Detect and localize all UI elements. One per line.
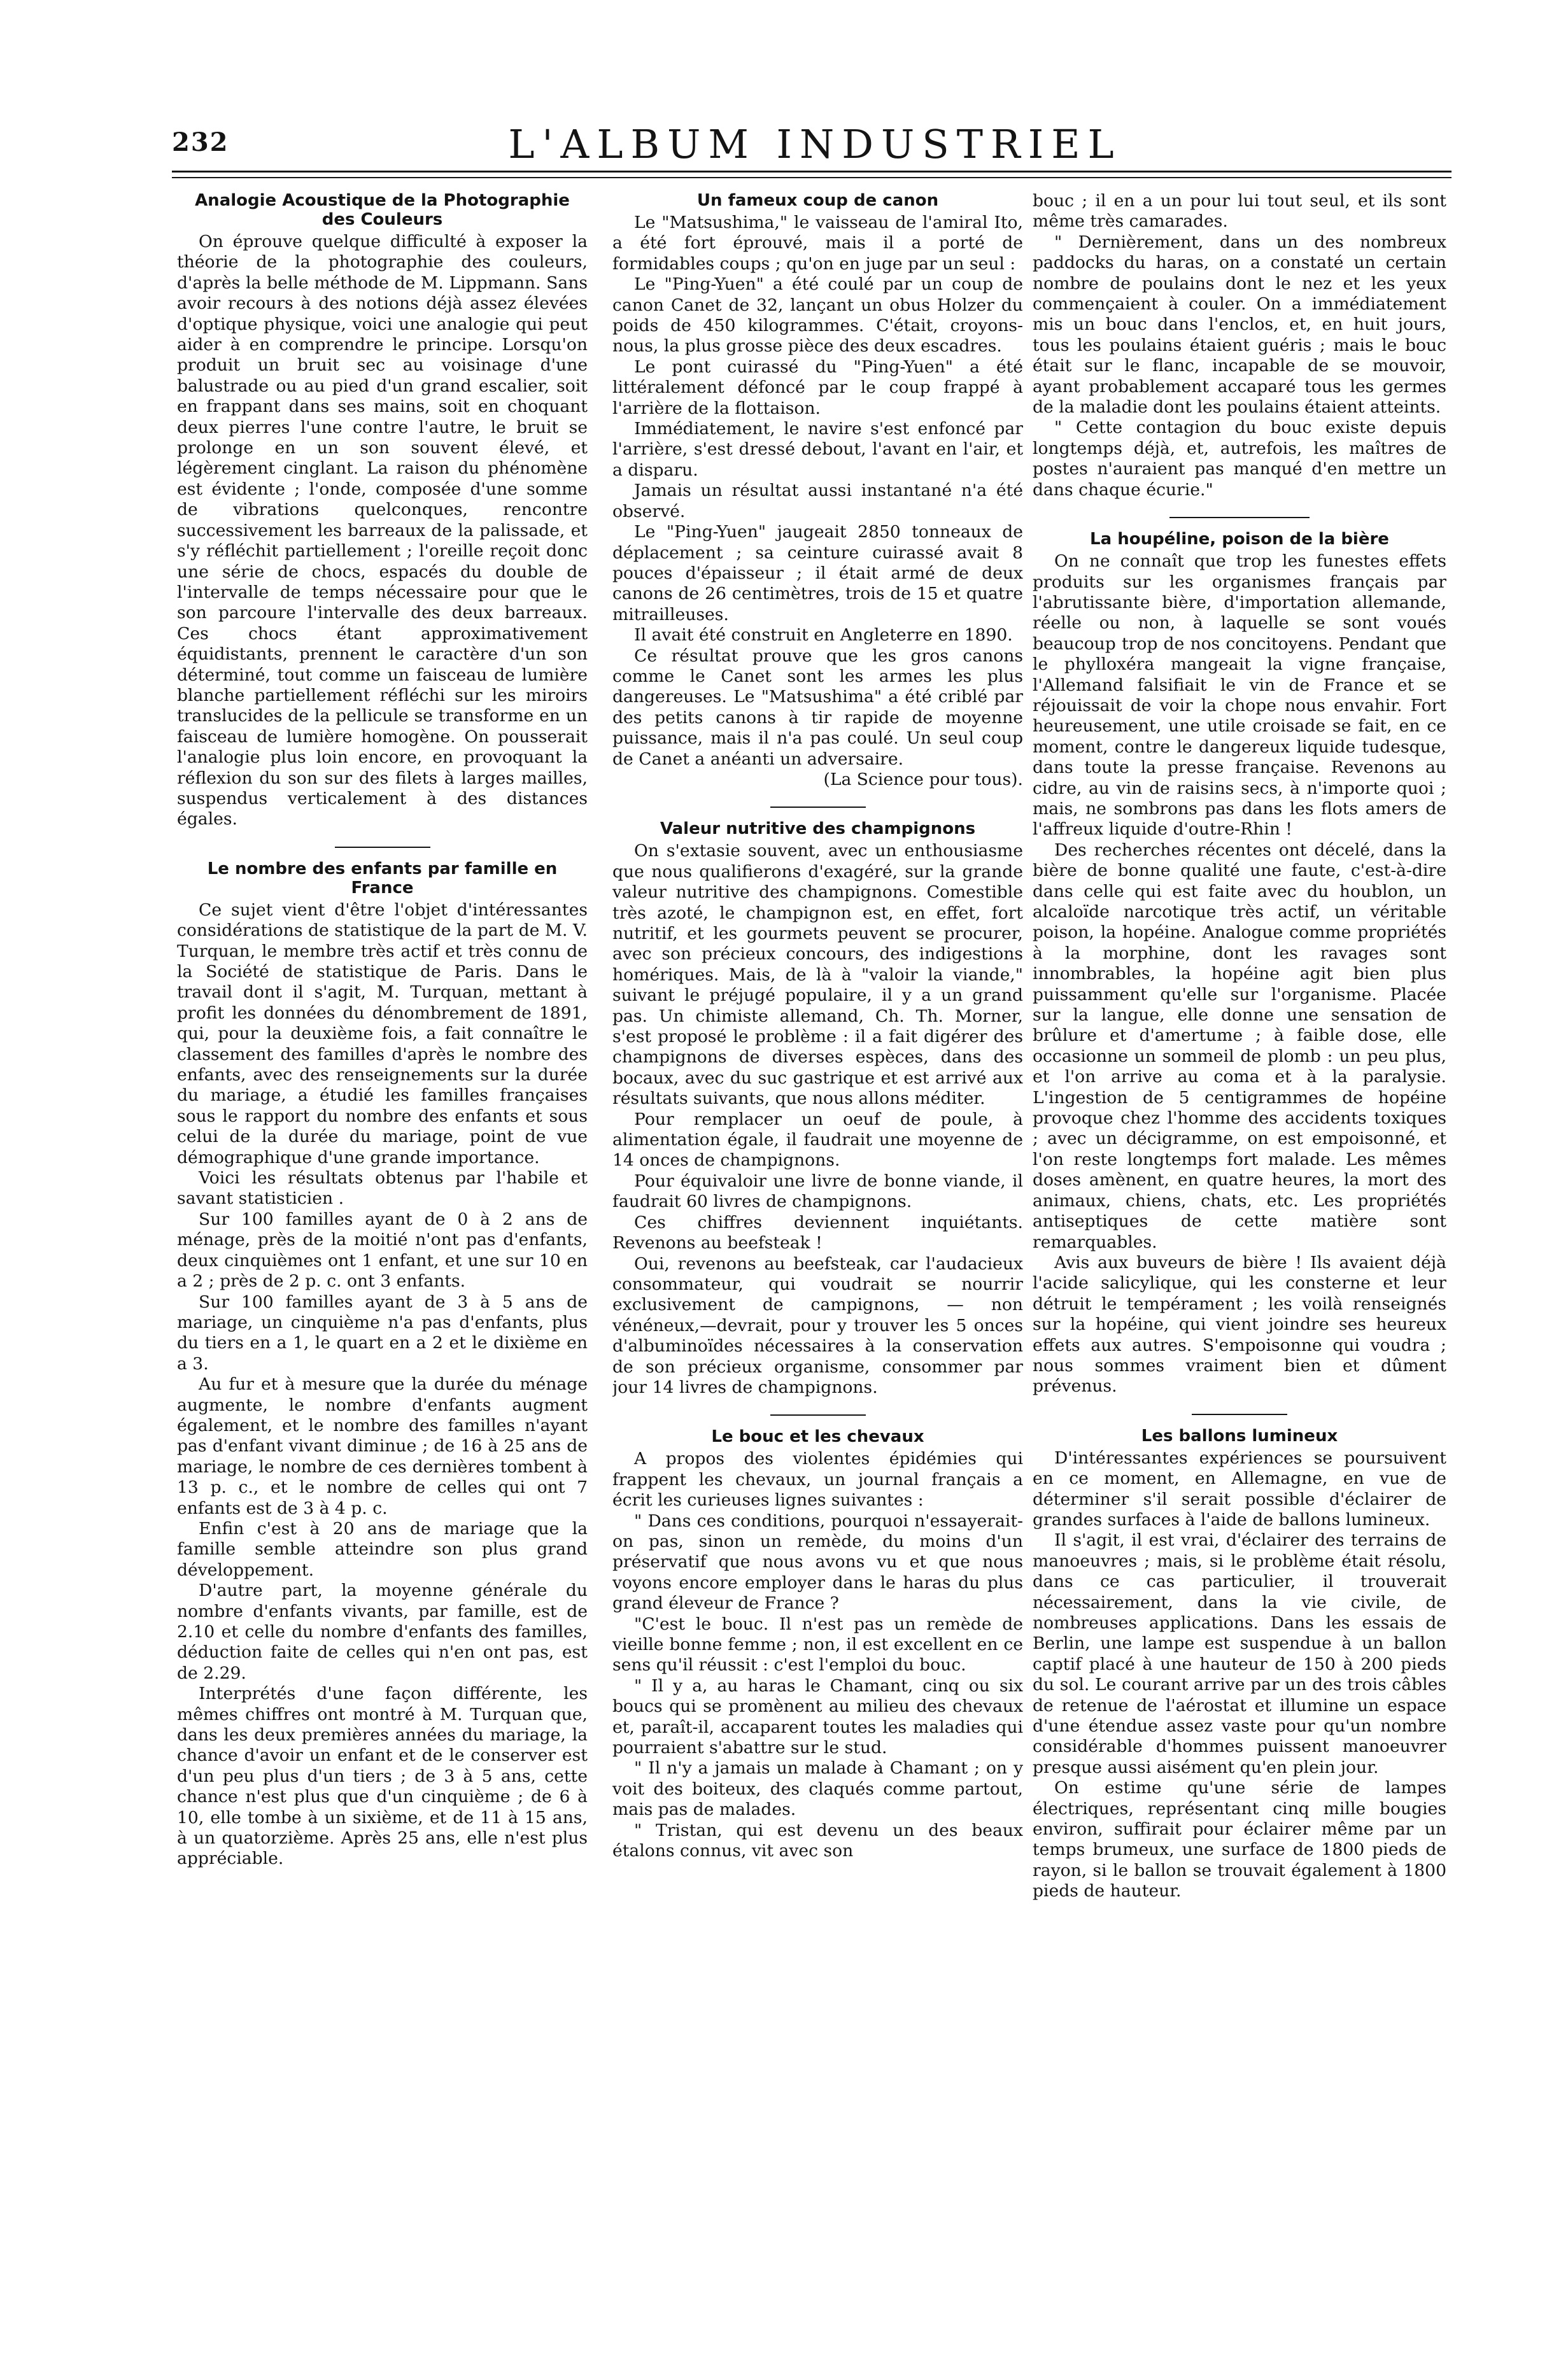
paragraph: Le "Ping-Yuen" a été coulé par un coup de canon Canet de 32, lançant un obus Holzer du poids de 450 kilogrammes. C'était, croyons-nous, la plus grosse pièce des deux escadres.: [612, 274, 1023, 356]
paragraph: Oui, revenons au beefsteak, car l'audacieux consommateur, qui voudrait se nourrir exclusivement de campignons, — non vénéneux,—devrait, pour y trouver les 5 onces d'albuminoïdes nécessaires à la conservation de son précieux organisme, consommer par jour 14 livres de champignons.: [612, 1253, 1023, 1397]
journal-title: L'ALBUM INDUSTRIEL: [508, 121, 1122, 167]
article-separator: [335, 847, 430, 848]
paragraph: Le "Matsushima," le vaisseau de l'amiral Ito, a été fort éprouvé, mais il a porté de formidables coups ; qu'on en juge par un seul :: [612, 213, 1023, 274]
paragraph: On éprouve quelque difficulté à exposer la théorie de la photographie des couleurs, d'après la belle méthode de M. Lippmann. Sans avoir recours à des notions déjà assez élevées d'optique physique, voici une analogie qui peut aider à en comprendre le principe. Lorsqu'on produit un bruit sec au voisinage d'une balustrade ou au pied d'un grand escalier, soit en frappant dans ses mains, soit en choquant deux pierres l'une contre l'autre, le bruit se prolonge en un son souvent élevé, et légèrement cinglant. La raison du phénomène est évidente ; l'onde, composée d'une somme de vibrations quelconques, rencontre successivement les barreaux de la palissade, et s'y réfléchit partiellement ; l'oreille reçoit donc une série de chocs, espacés du double de l'intervalle de temps nécessaire pour que le son parcoure l'intervalle des deux barreaux. Ces chocs étant approximativement équidistants, prennent le caractère d'un son déterminé, tout comme un faisceau de lumière blanche partiellement réfléchi sur les miroirs translucides de la pellicule se transforme en un faisceau de lumière homogène. On pousserait l'analogie plus loin encore, en provoquant la réflexion du son sur des filets à larges mailles, suspendus verticalement à des distances égales.: [177, 232, 588, 829]
article-title-ballons: Les ballons lumineux: [1141, 1426, 1338, 1446]
column-left: [177, 191, 588, 2343]
paragraph: Pour équivaloir une livre de bonne viande, il faudrait 60 livres de champignons.: [612, 1171, 1023, 1212]
paragraph: On s'extasie souvent, avec un enthousiasme que nous qualifierons d'exagéré, sur la grande valeur nutritive des champignons. Comestible très azoté, le champignon est, en effet, fort nutritif, et les gourmets peuvent se procurer, avec son précieux concours, des indigestions homériques. Mais, de là à "valoir la viande," suivant le préjugé populaire, il y a un grand pas. Un chimiste allemand, Ch. Th. Morner, s'est proposé le problème : il a fait digérer des champignons de diverses espèces, dans des bocaux, avec du suc gastrique et est arrivé aux résultats suivants, que nous allons méditer.: [612, 841, 1023, 1109]
page-header: [172, 121, 1458, 182]
paragraph: A propos des violentes épidémies qui frappent les chevaux, un journal français a écrit les curieuses lignes suivantes :: [612, 1449, 1023, 1511]
article-title-canon: Un fameux coup de canon: [696, 191, 939, 210]
header-rule: [172, 171, 1451, 173]
paragraph: Ce sujet vient d'être l'objet d'intéressantes considérations de statistique de la part de M. V. Turquan, le membre très actif et très connu de la Société de statistique de Paris. Dans le travail dont il s'agit, M. Turquan, mettant à profit les données du dénombrement de 1891, qui, pour la deuxième fois, a fait connaître le classement des familles d'après le nombre des enfants, avec des renseignements sur la durée du mariage, a étudié les familles françaises sous le rapport du nombre des enfants et sous celui de la durée du mariage, point de vue démographique d'une grande importance.: [177, 899, 588, 1167]
article-title-acoustique: Analogie Acoustique de la Photographie des Couleurs: [195, 191, 570, 229]
article-title-champignons: Valeur nutritive des champignons: [660, 819, 976, 839]
paragraph: Il s'agit, il est vrai, d'éclairer des terrains de manoeuvres ; mais, si le problème était résolu, dans ce cas particulier, il trouverait nécessairement, dans la vie civile, de nombreuses applications. Dans les essais de Berlin, une lampe est suspendue à un ballon captif placé à une hauteur de 150 à 200 pieds du sol. Le courant arrive par un des trois câbles de retenue de l'aérostat et illumine un espace d'une étendue assez vaste pour qu'un nombre considérable d'hommes puissent manoeuvrer presque aussi aisément qu'en plein jour.: [1033, 1530, 1446, 1777]
paragraph: Enfin c'est à 20 ans de mariage que la famille semble atteindre son plus grand développement.: [177, 1518, 588, 1580]
paragraph: Sur 100 familles ayant de 0 à 2 ans de ménage, près de la moitié n'ont pas d'enfants, deux cinquièmes ont 1 enfant, et une sur 10 en a 2 ; près de 2 p. c. ont 3 enfants.: [177, 1209, 588, 1292]
column-middle: [612, 191, 1023, 2343]
article-separator: [1192, 1414, 1287, 1415]
paragraph: Pour remplacer un oeuf de poule, à alimentation égale, il faudrait une moyenne de 14 onces de champignons.: [612, 1109, 1023, 1171]
source-citation: (La Science pour tous).: [823, 769, 1023, 789]
paragraph: Ces chiffres deviennent inquiétants. Revenons au beefsteak !: [612, 1212, 1023, 1253]
paragraph: Le pont cuirassé du "Ping-Yuen" a été littéralement défoncé par le coup frappé à l'arrière de la flottaison.: [612, 356, 1023, 418]
header-rule-thin: [172, 177, 1451, 178]
paragraph: Jamais un résultat aussi instantané n'a été observé.: [612, 481, 1023, 521]
page-number: 232: [172, 127, 229, 157]
article-title-biere: La houpéline, poison de la bière: [1090, 530, 1389, 549]
article-title-bouc: Le bouc et les chevaux: [711, 1427, 924, 1447]
paragraph: Des recherches récentes ont décelé, dans la bière de bonne qualité une faute, c'est-à-dire dans celle qui est faite avec du houblon, un alcaloïde narcotique très actif, un véritable poison, la hopéine. Analogue comme propriétés à la morphine, dont les ravages sont innombrables, la hopéine agit bien plus puissamment qu'elle sur l'organisme. Placée sur la langue, elle donne une sensation de brûlure et d'amertume ; à faible dose, elle occasionne un sommeil de plomb : un peu plus, et l'on arrive au coma et à la paralysie. L'ingestion de 5 centigrammes de hopéine provoque chez l'homme des accidents toxiques ; avec un décigramme, on est empoisonné, et l'on reste longtemps fort malade. Les mêmes doses amènent, en quatre heures, la mort des animaux, chiens, chats, etc. Les propriétés antiseptiques de cette matière sont remarquables.: [1033, 840, 1446, 1252]
paragraph: bouc ; il en a un pour lui tout seul, et ils sont même très camarades.: [1033, 191, 1446, 232]
article-separator: [770, 807, 866, 808]
column-right: [1033, 191, 1446, 2343]
paragraph: " Il n'y a jamais un malade à Chamant ; on y voit des boiteux, des claqués comme partout, mais pas de malades.: [612, 1758, 1023, 1820]
article-title-enfants: Le nombre des enfants par famille en France: [207, 859, 558, 898]
paragraph: Avis aux buveurs de bière ! Ils avaient déjà l'acide salicylique, qui les consterne et leur détruit le tempérament ; les voilà renseignés sur la hopéine, qui vient joindre ses heureux effets aux autres. S'empoisonne qui voudra ; nous sommes vraiment bien et dûment prévenus.: [1033, 1252, 1446, 1397]
paragraph: Voici les résultats obtenus par l'habile et savant statisticien .: [177, 1168, 588, 1209]
paragraph: Ce résultat prouve que les gros canons comme le Canet sont les armes les plus dangereuses. Le "Matsushima" a été criblé par des petits canons à tir rapide de moyenne puissance, mais il n'a pas coulé. Un seul coup de Canet a anéanti un adversaire.: [612, 645, 1023, 769]
paragraph: " Cette contagion du bouc existe depuis longtemps déjà, et, autrefois, les maîtres de postes n'auraient pas manqué d'en mettre un dans chaque écurie.": [1033, 418, 1446, 500]
paragraph: " Dernièrement, dans un des nombreux paddocks du haras, on a constaté un certain nombre de poulains dont le nez et les yeux commençaient à couler. On a immédiatement mis un bouc dans l'enclos, et, en huit jours, tous les poulains étaient guéris ; mais le bouc était sur le flanc, incapable de se mouvoir, ayant probablement accaparé tous les germes de la maladie dont les poulains étaient atteints.: [1033, 232, 1446, 418]
paragraph: Il avait été construit en Angleterre en 1890.: [634, 625, 1013, 645]
paragraph: Le "Ping-Yuen" jaugeait 2850 tonneaux de déplacement ; sa ceinture cuirassé avait 8 pouces d'épaisseur ; il était armé de deux canons de 26 centimètres, trois de 15 et quatre mitrailleuses.: [612, 522, 1023, 624]
paragraph: D'autre part, la moyenne générale du nombre d'enfants vivants, par famille, est de 2.10 et celle du nombre d'enfants des familles, déduction faite de celles qui n'en ont pas, est de 2.29.: [177, 1581, 588, 1683]
paragraph: " Dans ces conditions, pourquoi n'essayerait-on pas, sinon un remède, du moins d'un préservatif que nous avons vu et que nous voyons encore employer dans le haras du plus grand éleveur de France ?: [612, 1511, 1023, 1614]
paragraph: On ne connaît que trop les funestes effets produits sur les organismes français par l'abrutissante bière, d'importation allemande, réelle ou non, à laquelle se sont voués beaucoup trop de nos concitoyens. Pendant que le phylloxéra mangeait la vigne française, l'Allemand falsifiait le vin de France et se réjouissait de voir la chope nous envahir. Fort heureusement, une utile croisade se fait, en ce moment, contre le dangereux liquide tudesque, dans toute la presse française. Revenons au cidre, au vin de raisins secs, à n'importe quoi ; mais, ne sombrons pas dans les flots amers de l'affreux liquide d'outre-Rhin !: [1033, 551, 1446, 840]
paragraph: " Il y a, au haras le Chamant, cinq ou six boucs qui se promènent au milieu des chevaux et, paraît-il, accaparent toutes les maladies qui pourraient s'abattre sur le stud.: [612, 1675, 1023, 1758]
article-separator: [770, 1414, 866, 1416]
paragraph: Immédiatement, le navire s'est enfoncé par l'arrière, s'est dressé debout, l'avant en l'air, et a disparu.: [612, 419, 1023, 480]
paragraph: "C'est le bouc. Il n'est pas un remède de vieille bonne femme ; non, il est excellent en ce sens qu'il réussit : c'est l'emploi du bouc.: [612, 1614, 1023, 1675]
paragraph: On estime qu'une série de lampes électriques, représentant cinq mille bougies environ, suffirait pour éclairer même par un temps brumeux, une surface de 1800 pieds de rayon, si le ballon se trouvait également à 1800 pieds de hauteur.: [1033, 1778, 1446, 1901]
paragraph: D'intéressantes expériences se poursuivent en ce moment, en Allemagne, en vue de déterminer s'il serait possible d'éclairer de grandes surfaces à l'aide de ballons lumineux.: [1033, 1448, 1446, 1530]
paragraph: Interprétés d'une façon différente, les mêmes chiffres ont montré à M. Turquan que, dans les deux premières années du mariage, la chance d'avoir un enfant et de le conserver est d'un peu plus d'un tiers ; de 3 à 5 ans, cette chance n'est plus que d'un cinquième ; de 6 à 10, elle tombe à un sixième, et de 11 à 15 ans, à un quatorzième. Après 25 ans, elle n'est plus appréciable.: [177, 1684, 588, 1869]
paragraph: " Tristan, qui est devenu un des beaux étalons connus, vit avec son: [612, 1820, 1023, 1861]
paragraph: Sur 100 familles ayant de 3 à 5 ans de mariage, un cinquième n'a pas d'enfants, plus du tiers en a 1, le quart en a 2 et le dixième en a 3.: [177, 1292, 588, 1374]
paragraph: Au fur et à mesure que la durée du ménage augmente, le nombre d'enfants augment également, et le nombre des familles n'ayant pas d'enfant vivant diminue ; de 16 à 25 ans de mariage, le nombre de ces dernières tombent à 13 p. c., et le nombre de celles qui ont 7 enfants est de 3 à 4 p. c.: [177, 1374, 588, 1518]
article-separator: [1169, 517, 1310, 518]
